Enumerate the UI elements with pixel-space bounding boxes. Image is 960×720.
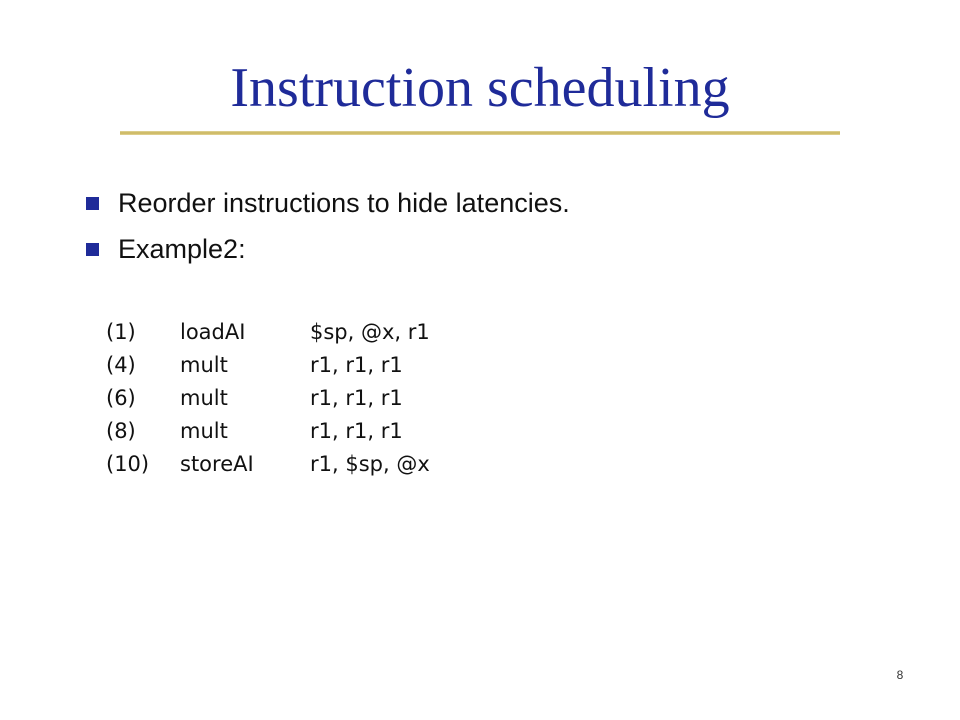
instruction-row [106,382,430,415]
instruction-listing [106,316,430,481]
bullet-item [86,226,570,272]
bullet-text: Example2: [118,233,246,264]
instruction-number: (8) [106,419,136,443]
instruction-row [106,415,430,448]
instruction-operands: r1, r1, r1 [310,353,403,377]
instruction-operands: $sp, @x, r1 [310,320,430,344]
instruction-opcode: storeAI [180,452,254,476]
bullet-list [86,180,570,272]
instruction-opcode: mult [180,419,228,443]
instruction-opcode: mult [180,386,228,410]
instruction-operands: r1, r1, r1 [310,386,403,410]
instruction-number: (10) [106,452,150,476]
square-bullet-icon [86,243,99,256]
instruction-number: (6) [106,386,136,410]
title-underline [120,131,840,135]
instruction-row [106,316,430,349]
slide-title: Instruction scheduling [230,57,730,119]
page-number: 8 [896,668,904,682]
instruction-row [106,448,430,481]
bullet-item [86,180,570,226]
instruction-operands: r1, r1, r1 [310,419,403,443]
instruction-opcode: loadAI [180,320,246,344]
instruction-opcode: mult [180,353,228,377]
square-bullet-icon [86,197,99,210]
bullet-text: Reorder instructions to hide latencies. [118,187,570,218]
instruction-number: (4) [106,353,136,377]
instruction-number: (1) [106,320,136,344]
instruction-operands: r1, $sp, @x [310,452,430,476]
instruction-row [106,349,430,382]
